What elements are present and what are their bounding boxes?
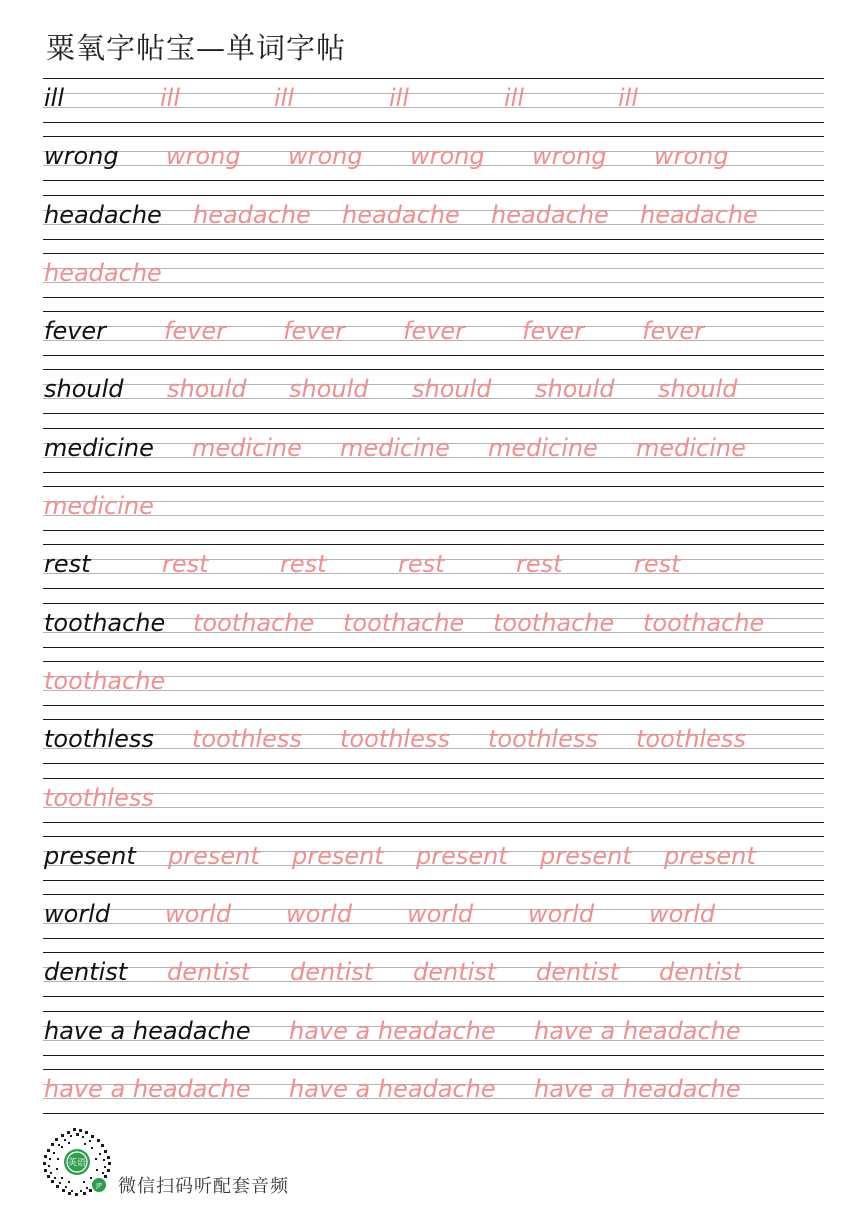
trace-word: should <box>289 375 369 404</box>
rule-line-top <box>43 952 824 953</box>
trace-word: present <box>416 841 508 870</box>
trace-word: wrong <box>410 142 485 171</box>
rule-line <box>43 501 824 502</box>
rule-line-base <box>43 180 824 181</box>
trace-word: world <box>165 900 232 929</box>
trace-word: rest <box>516 550 563 579</box>
rule-line-top <box>43 778 824 779</box>
trace-word: should <box>658 375 738 404</box>
rule-line-base <box>43 122 824 123</box>
rule-line-top <box>43 136 824 137</box>
practice-row <box>43 486 824 544</box>
trace-word: fever <box>403 317 466 346</box>
trace-word: wrong <box>532 142 607 171</box>
rule-line-base <box>43 239 824 240</box>
model-word: toothless <box>44 725 154 754</box>
model-word: dentist <box>44 958 128 987</box>
rule-line-top <box>43 836 824 837</box>
trace-word: should <box>412 375 492 404</box>
model-word: medicine <box>44 433 154 462</box>
trace-word: headache <box>342 200 460 229</box>
rule-line-top <box>43 1069 824 1070</box>
practice-row <box>43 428 824 486</box>
model-word: toothache <box>44 608 166 637</box>
trace-word: rest <box>398 550 445 579</box>
model-word: have a headache <box>44 1016 251 1045</box>
model-word: fever <box>44 317 107 346</box>
practice-row <box>43 894 824 952</box>
rule-line-top <box>43 195 824 196</box>
model-word: should <box>44 375 124 404</box>
rule-line-top <box>43 78 824 79</box>
rule-line-top <box>43 369 824 370</box>
trace-word: should <box>535 375 615 404</box>
trace-word: world <box>528 900 595 929</box>
corner-badge-label: JP <box>96 1182 102 1190</box>
trace-word: dentist <box>413 958 497 987</box>
trace-word: rest <box>634 550 681 579</box>
rule-line-base <box>43 355 824 356</box>
trace-word: have a headache <box>289 1016 496 1045</box>
rule-line-top <box>43 311 824 312</box>
rule-line-top <box>43 603 824 604</box>
trace-word: toothless <box>488 725 598 754</box>
trace-word: wrong <box>288 142 363 171</box>
badge-label: 英语 <box>67 1158 87 1169</box>
trace-word: have a headache <box>289 1075 496 1104</box>
trace-word: fever <box>522 317 585 346</box>
practice-row <box>43 1069 824 1127</box>
trace-word: rest <box>280 550 327 579</box>
practice-row <box>43 1011 824 1069</box>
rule-line-base <box>43 413 824 414</box>
trace-word: headache <box>491 200 609 229</box>
model-word: ill <box>44 84 65 112</box>
rule-line <box>43 793 824 794</box>
model-word: headache <box>44 200 162 229</box>
trace-word: wrong <box>654 142 729 171</box>
rule-line-base <box>43 647 824 648</box>
rule-line-top <box>43 719 824 720</box>
rule-line-base <box>43 763 824 764</box>
trace-word: ill <box>618 84 639 112</box>
practice-row <box>43 253 824 311</box>
trace-word: fever <box>283 317 346 346</box>
trace-word: present <box>292 841 384 870</box>
trace-word: rest <box>162 550 209 579</box>
rule-line-top <box>43 544 824 545</box>
trace-word: toothless <box>340 725 450 754</box>
practice-row <box>43 544 824 602</box>
trace-word: present <box>540 841 632 870</box>
model-word: wrong <box>44 142 119 171</box>
rule-line-base <box>43 938 824 939</box>
practice-row <box>43 195 824 253</box>
model-word: present <box>44 841 136 870</box>
practice-row <box>43 778 824 836</box>
trace-word: dentist <box>536 958 620 987</box>
model-word: rest <box>44 550 91 579</box>
rule-line-base <box>43 996 824 997</box>
trace-word: toothache <box>493 608 615 637</box>
trace-word: toothless <box>192 725 302 754</box>
trace-word: ill <box>504 84 525 112</box>
trace-word: wrong <box>166 142 241 171</box>
rule-line-base <box>43 472 824 473</box>
trace-word: should <box>167 375 247 404</box>
trace-word: world <box>286 900 353 929</box>
model-word: world <box>44 900 111 929</box>
trace-word: toothless <box>636 725 746 754</box>
practice-row <box>43 661 824 719</box>
trace-word: dentist <box>167 958 251 987</box>
practice-row <box>43 369 824 427</box>
rule-line <box>43 807 824 808</box>
rule-line-top <box>43 486 824 487</box>
practice-row <box>43 719 824 777</box>
trace-word: present <box>168 841 260 870</box>
rule-line-base <box>43 880 824 881</box>
rule-line-base <box>43 1055 824 1056</box>
trace-word: have a headache <box>534 1075 741 1104</box>
trace-word: toothache <box>193 608 315 637</box>
rule-line-top <box>43 894 824 895</box>
trace-word: dentist <box>659 958 743 987</box>
trace-word: headache <box>640 200 758 229</box>
practice-row <box>43 603 824 661</box>
trace-word: present <box>664 841 756 870</box>
trace-word: world <box>407 900 474 929</box>
practice-row <box>43 836 824 894</box>
trace-word: have a headache <box>534 1016 741 1045</box>
qr-caption: 微信扫码听配套音频 <box>118 1176 289 1197</box>
trace-word: fever <box>642 317 705 346</box>
trace-word: dentist <box>290 958 374 987</box>
trace-word: medicine <box>340 433 450 462</box>
rule-line-base <box>43 588 824 589</box>
trace-word: fever <box>164 317 227 346</box>
page-title: 粟氧字帖宝—单词字帖 <box>46 31 347 65</box>
trace-word: toothache <box>343 608 465 637</box>
trace-word: medicine <box>636 433 746 462</box>
qr-code[interactable] <box>42 1128 112 1196</box>
trace-word: have a headache <box>44 1075 251 1104</box>
trace-word: medicine <box>488 433 598 462</box>
trace-word: headache <box>44 258 162 287</box>
trace-word: toothache <box>44 666 166 695</box>
trace-word: toothless <box>44 783 154 812</box>
trace-word: headache <box>193 200 311 229</box>
trace-word: world <box>649 900 716 929</box>
trace-word: ill <box>274 84 295 112</box>
trace-word: toothache <box>643 608 765 637</box>
rule-line <box>43 515 824 516</box>
worksheet <box>43 78 824 1127</box>
rule-line-top <box>43 428 824 429</box>
rule-line-top <box>43 1011 824 1012</box>
trace-word: medicine <box>44 492 154 521</box>
trace-word: medicine <box>192 433 302 462</box>
practice-row <box>43 952 824 1010</box>
practice-row <box>43 311 824 369</box>
rule-line-base <box>43 530 824 531</box>
rule-line-base <box>43 297 824 298</box>
rule-line-base <box>43 822 824 823</box>
practice-row <box>43 136 824 194</box>
rule-line-top <box>43 253 824 254</box>
rule-line-top <box>43 661 824 662</box>
practice-row <box>43 78 824 136</box>
rule-line-final <box>43 1113 824 1114</box>
trace-word: ill <box>389 84 410 112</box>
rule-line-base <box>43 705 824 706</box>
trace-word: ill <box>160 84 181 112</box>
